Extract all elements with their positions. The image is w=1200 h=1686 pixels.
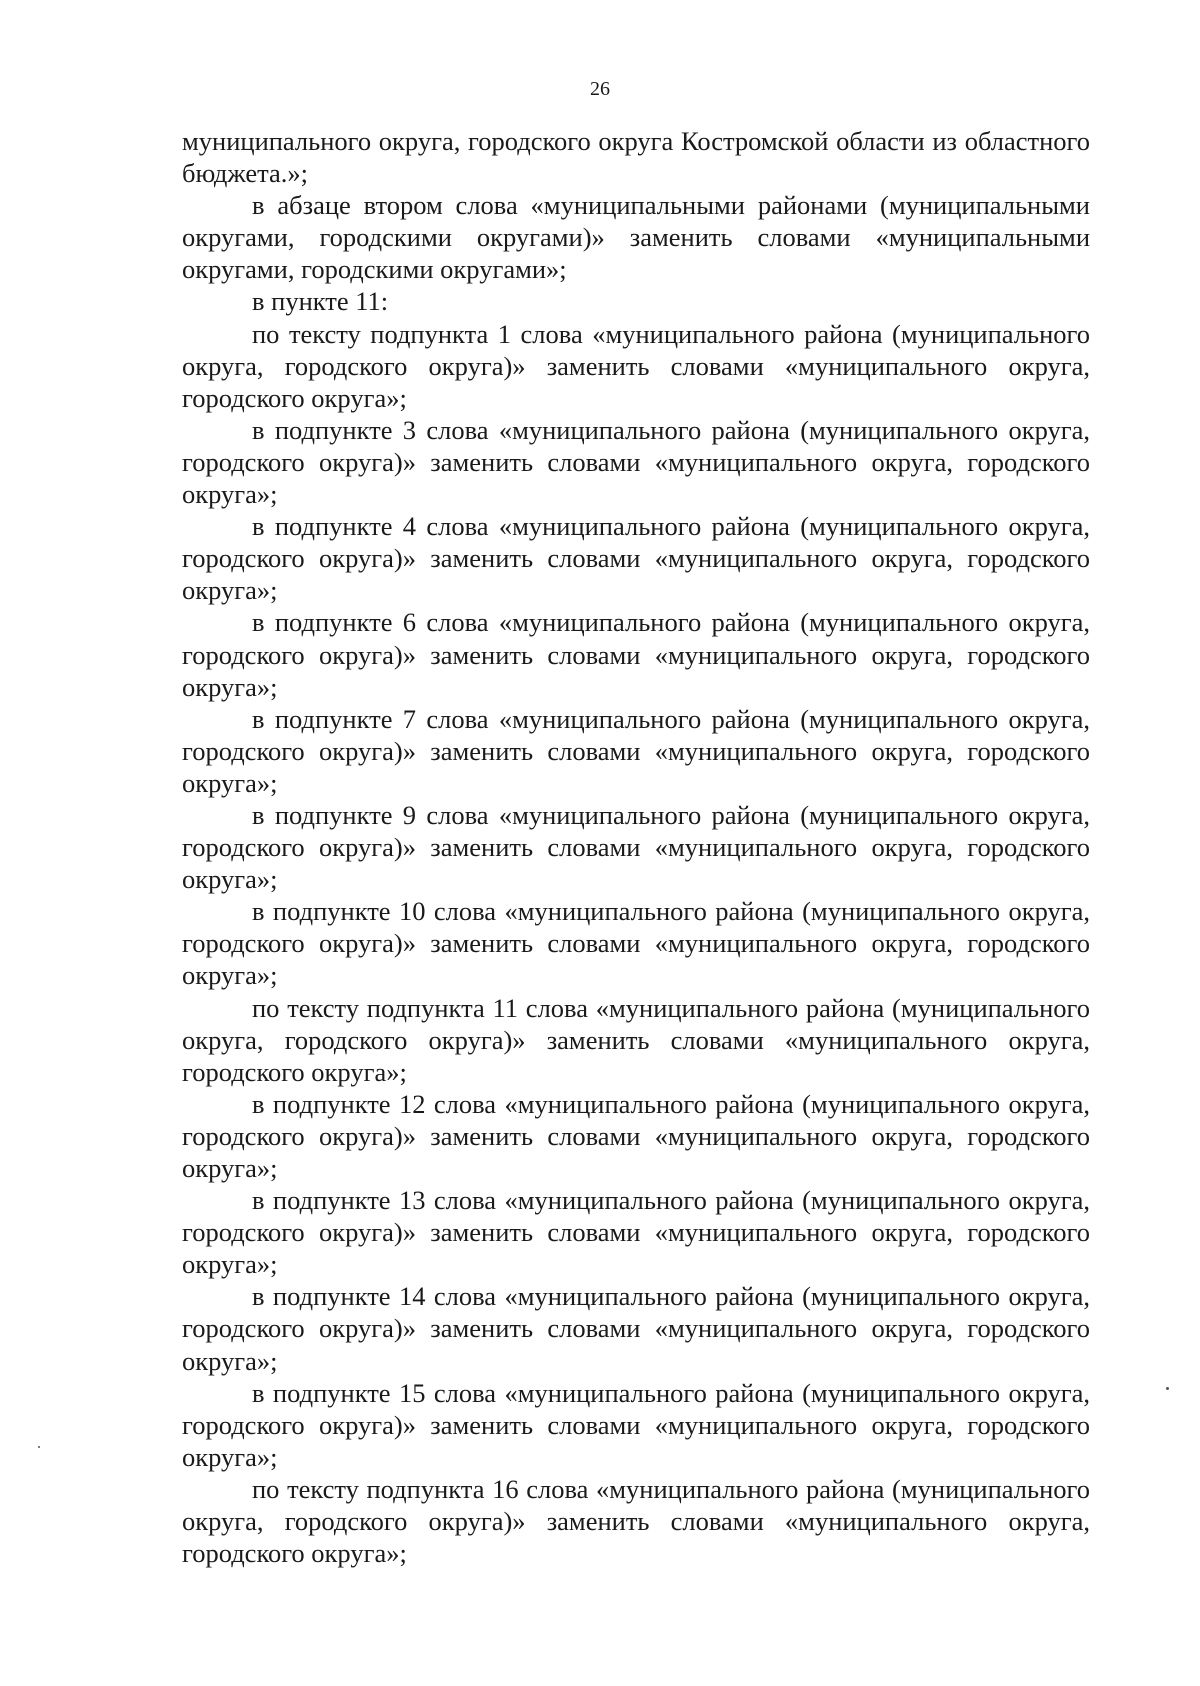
paragraph: по тексту подпункта 11 слова «муниципального района (муниципального округа, городского округа)» заменить словами «муниципального округа, городского округа»; (182, 992, 1090, 1087)
scan-speck (1166, 1387, 1169, 1390)
paragraph: в подпункте 13 слова «муниципального района (муниципального округа, городского округа)» заменить словами «муниципального округа, городского округа»; (182, 1185, 1090, 1280)
paragraph: в подпункте 7 слова «муниципального района (муниципального округа, городского округа)» заменить словами «муниципального округа, городского округа»; (182, 703, 1090, 798)
paragraph: в подпункте 6 слова «муниципального района (муниципального округа, городского округа)» заменить словами «муниципального округа, городского округа»; (182, 607, 1090, 702)
paragraph: в пункте 11: (252, 286, 389, 317)
paragraph: по тексту подпункта 16 слова «муниципального района (муниципального округа, городского округа)» заменить словами «муниципального округа, городского округа»; (182, 1473, 1090, 1569)
paragraph: в подпункте 14 слова «муниципального района (муниципального округа, городского округа)» заменить словами «муниципального округа, городского округа»; (182, 1281, 1090, 1376)
paragraph: в подпункте 3 слова «муниципального района (муниципального округа, городского округа)» заменить словами «муниципального округа, городского округа»; (182, 414, 1090, 510)
document-body (182, 125, 1090, 1569)
paragraph: в подпункте 9 слова «муниципального района (муниципального округа, городского округа)» заменить словами «муниципального округа, городского округа»; (182, 799, 1090, 895)
paragraph: по тексту подпункта 1 слова «муниципального района (муниципального округа, городского округа)» заменить словами «муниципального округа, городского округа»; (182, 318, 1090, 413)
paragraph: в абзаце втором слова «муниципальными районами (муниципальными округами, городскими округами)» заменить словами «муниципальными округами, городскими округами»; (182, 190, 1090, 285)
paragraph: муниципального округа, городского округа Костромской области из областного бюджета.»; (182, 126, 1090, 189)
paragraph: в подпункте 4 слова «муниципального района (муниципального округа, городского округа)» заменить словами «муниципального округа, городского округа»; (182, 511, 1090, 606)
paragraph: в подпункте 12 слова «муниципального района (муниципального округа, городского округа)» заменить словами «муниципального округа, городского округа»; (182, 1088, 1090, 1183)
scan-speck (38, 1446, 40, 1448)
paragraph: в подпункте 10 слова «муниципального района (муниципального округа, городского округа)» заменить словами «муниципального округа, городского округа»; (182, 896, 1090, 991)
page-number: 26 (590, 78, 610, 100)
paragraph: в подпункте 15 слова «муниципального района (муниципального округа, городского округа)» заменить словами «муниципального округа, городского округа»; (182, 1377, 1090, 1472)
